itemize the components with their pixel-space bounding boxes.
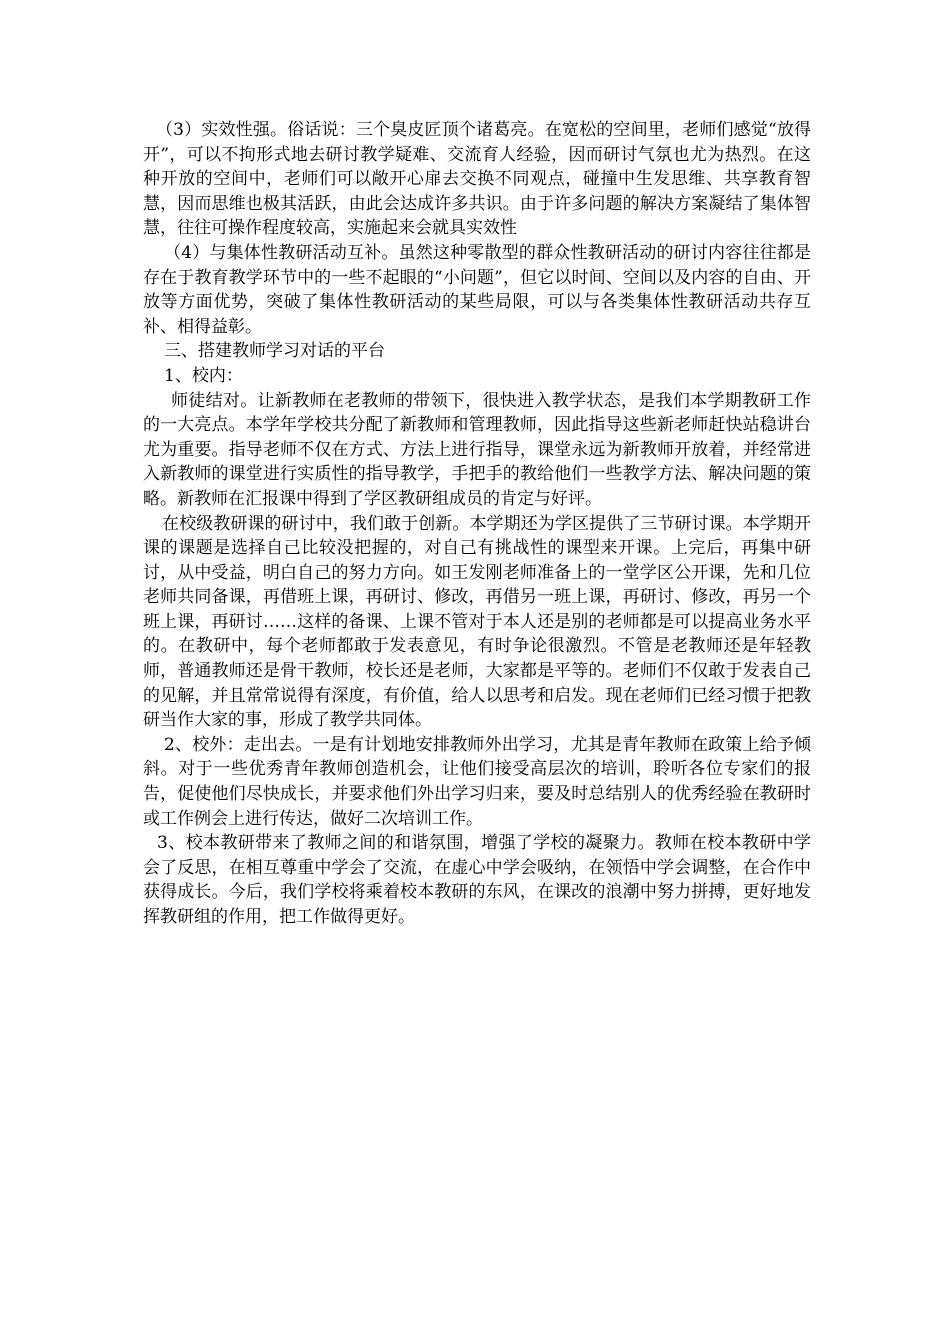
subheading-in-school: 1、校内： — [164, 365, 243, 386]
document-page — [143, 118, 811, 930]
paragraph-mentoring: 师徒结对。让新教师在老教师的带领下，很快进入教学状态，是我们本学期教研工作的一大亮点。本学年学校共分配了新教师和管理教师，因此指导这些新老师赶快站稳讲台尤为重要。指导老师不仅在方式、方法上进行指导，课堂永远为新教师开放着，并经常进入新教师的课堂进行实质性的指导教学，手把手的教给他们一些教学方法、解决问题的策略。新教师在汇报课中得到了学区教研组成员的肯定与好评。 — [143, 390, 811, 509]
paragraph-conclusion: 3、校本教研带来了教师之间的和谐氛围，增强了学校的凝聚力。教师在校本教研中学会了反思，在相互尊重中学会了交流，在虚心中学会吸纳，在领悟中学会调整，在合作中获得成长。今后，我们学校将乘着校本教研的东风，在课改的浪潮中努力拼搏，更好地发挥教研组的作用，把工作做得更好。 — [143, 833, 811, 927]
section-heading-platform: 三、搭建教师学习对话的平台 — [164, 341, 385, 362]
paragraph-effectiveness: （3）实效性强。俗话说：三个臭皮匠顶个诸葛亮。在宽松的空间里，老师们感觉“放得开”，可以不拘形式地去研讨教学疑难、交流育人经验，因而研讨气氛也尤为热烈。在这种开放的空间中，老师们可以敞开心扉去交换不同观点，碰撞中生发思维、共享教育智慧，因而思维也极其活跃，由此会达成许多共识。由于许多问题的解决方案凝结了集体智慧，往往可操作程度较高，实施起来会就具实效性 — [143, 120, 811, 239]
paragraph-research-lessons: 在校级教研课的研讨中，我们敢于创新。本学期还为学区提供了三节研讨课。本学期开课的课题是选择自己比较没把握的，对自己有挑战性的课型来开课。上完后，再集中研讨，从中受益，明白自己的努力方向。如王发刚老师准备上的一堂学区公开课，先和几位老师共同备课，再借班上课，再研讨、修改，再借另一班上课，再研讨、修改，再另一个班上课，再研讨……这样的备课、上课不管对于本人还是别的老师都是可以提高业务水平的。在教研中，每个老师都敢于发表意见，有时争论很激烈。不管是老教师还是年轻教师，普通教师还是骨干教师，校长还是老师，大家都是平等的。老师们不仅敢于发表自己的见解，并且常常说得有深度，有价值，给人以思考和启发。现在老师们已经习惯于把教研当作大家的事，形成了教学共同体。 — [143, 513, 811, 731]
paragraph-complementarity: （4）与集体性教研活动互补。虽然这种零散型的群众性教研活动的研讨内容往往都是存在于教育教学环节中的一些不起眼的“小问题”，但它以时间、空间以及内容的自由、开放等方面优势，突破了集体性教研活动的某些局限，可以与各类集体性教研活动共存互补、相得益彰。 — [143, 242, 811, 337]
paragraph-outside-school: 2、校外：走出去。一是有计划地安排教师外出学习，尤其是青年教师在政策上给予倾斜。对于一些优秀青年教师创造机会，让他们接受高层次的培训，聆听各位专家们的报告，促使他们尽快成长，并要求他们外出学习归来，要及时总结别人的优秀经验在教研时或工作例会上进行传达，做好二次培训工作。 — [143, 734, 811, 829]
